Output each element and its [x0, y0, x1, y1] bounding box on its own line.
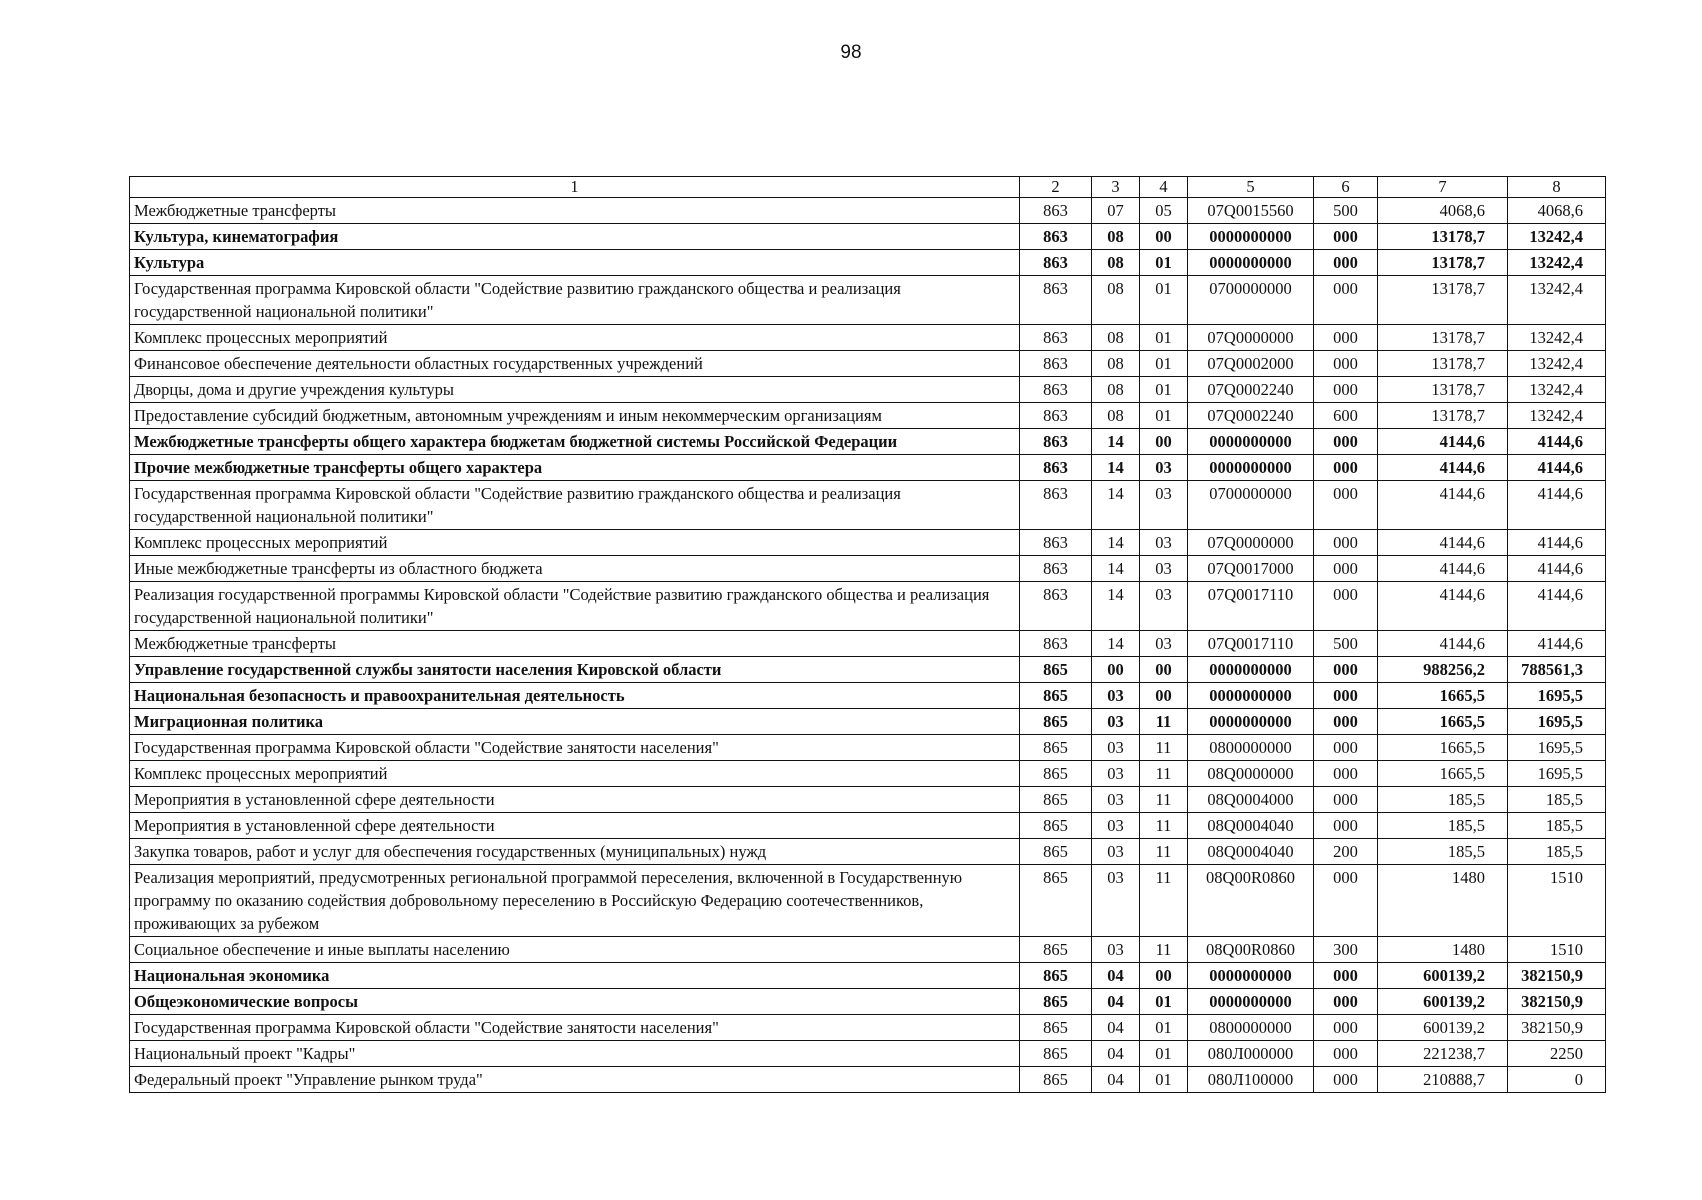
amount-year-1: 4144,6: [1378, 481, 1508, 530]
amount-year-2: 0: [1508, 1067, 1606, 1093]
target-article-code: 08Q00R0860: [1188, 937, 1314, 963]
table-row: [130, 1041, 1606, 1067]
table-row: [130, 761, 1606, 787]
amount-year-2: 13242,4: [1508, 250, 1606, 276]
admin-code: 865: [1020, 657, 1092, 683]
admin-code: 863: [1020, 351, 1092, 377]
target-article-code: 08Q0004040: [1188, 813, 1314, 839]
subsection-code: 03: [1140, 582, 1188, 631]
table-row: [130, 325, 1606, 351]
admin-code: 865: [1020, 761, 1092, 787]
table-row: [130, 429, 1606, 455]
admin-code: 865: [1020, 735, 1092, 761]
section-code: 03: [1092, 761, 1140, 787]
amount-year-2: 4144,6: [1508, 481, 1606, 530]
amount-year-2: 1695,5: [1508, 761, 1606, 787]
amount-year-1: 210888,7: [1378, 1067, 1508, 1093]
admin-code: 865: [1020, 787, 1092, 813]
expense-type-code: 600: [1314, 403, 1378, 429]
amount-year-2: 185,5: [1508, 813, 1606, 839]
expense-type-code: 000: [1314, 813, 1378, 839]
expense-type-code: 000: [1314, 582, 1378, 631]
amount-year-2: 1510: [1508, 865, 1606, 937]
table-row: [130, 250, 1606, 276]
amount-year-1: 600139,2: [1378, 1015, 1508, 1041]
admin-code: 865: [1020, 1041, 1092, 1067]
row-name: Федеральный проект "Управление рынком труда": [130, 1067, 1020, 1093]
amount-year-1: 1665,5: [1378, 709, 1508, 735]
table-row: [130, 198, 1606, 224]
section-code: 04: [1092, 989, 1140, 1015]
target-article-code: 07Q0015560: [1188, 198, 1314, 224]
subsection-code: 00: [1140, 963, 1188, 989]
amount-year-2: 1695,5: [1508, 735, 1606, 761]
section-code: 08: [1092, 403, 1140, 429]
admin-code: 865: [1020, 813, 1092, 839]
amount-year-2: 185,5: [1508, 839, 1606, 865]
subsection-code: 01: [1140, 989, 1188, 1015]
section-code: 03: [1092, 683, 1140, 709]
amount-year-1: 4144,6: [1378, 582, 1508, 631]
amount-year-1: 1665,5: [1378, 735, 1508, 761]
target-article-code: 07Q0017110: [1188, 582, 1314, 631]
amount-year-1: 13178,7: [1378, 325, 1508, 351]
table-row: [130, 865, 1606, 937]
amount-year-2: 13242,4: [1508, 325, 1606, 351]
admin-code: 863: [1020, 325, 1092, 351]
amount-year-1: 185,5: [1378, 813, 1508, 839]
row-name: Культура: [130, 250, 1020, 276]
expense-type-code: 000: [1314, 735, 1378, 761]
subsection-code: 00: [1140, 657, 1188, 683]
row-name: Культура, кинематография: [130, 224, 1020, 250]
section-code: 08: [1092, 377, 1140, 403]
page-number: 98: [840, 42, 862, 63]
section-code: 04: [1092, 1067, 1140, 1093]
section-code: 03: [1092, 787, 1140, 813]
expense-type-code: 000: [1314, 683, 1378, 709]
target-article-code: 0000000000: [1188, 683, 1314, 709]
target-article-code: 08Q0004000: [1188, 787, 1314, 813]
subsection-code: 03: [1140, 455, 1188, 481]
amount-year-2: 13242,4: [1508, 403, 1606, 429]
section-code: 03: [1092, 839, 1140, 865]
table-row: [130, 989, 1606, 1015]
subsection-code: 01: [1140, 1041, 1188, 1067]
amount-year-2: 4144,6: [1508, 429, 1606, 455]
target-article-code: 0800000000: [1188, 1015, 1314, 1041]
table-row: [130, 276, 1606, 325]
target-article-code: 0000000000: [1188, 709, 1314, 735]
amount-year-1: 185,5: [1378, 787, 1508, 813]
table-row: [130, 377, 1606, 403]
section-code: 03: [1092, 937, 1140, 963]
amount-year-1: 1480: [1378, 937, 1508, 963]
table-row: [130, 839, 1606, 865]
row-name: Национальная безопасность и правоохранительная деятельность: [130, 683, 1020, 709]
subsection-code: 03: [1140, 481, 1188, 530]
amount-year-1: 1480: [1378, 865, 1508, 937]
admin-code: 865: [1020, 839, 1092, 865]
target-article-code: 0000000000: [1188, 429, 1314, 455]
admin-code: 865: [1020, 1015, 1092, 1041]
expense-type-code: 200: [1314, 839, 1378, 865]
row-name: Закупка товаров, работ и услуг для обеспечения государственных (муниципальных) нужд: [130, 839, 1020, 865]
subsection-code: 11: [1140, 839, 1188, 865]
target-article-code: 0000000000: [1188, 455, 1314, 481]
target-article-code: 07Q0000000: [1188, 325, 1314, 351]
admin-code: 863: [1020, 530, 1092, 556]
row-name: Межбюджетные трансферты: [130, 631, 1020, 657]
subsection-code: 03: [1140, 530, 1188, 556]
expense-type-code: 000: [1314, 657, 1378, 683]
section-code: 08: [1092, 325, 1140, 351]
amount-year-2: 382150,9: [1508, 989, 1606, 1015]
table-row: [130, 481, 1606, 530]
target-article-code: 0000000000: [1188, 224, 1314, 250]
row-name: Иные межбюджетные трансферты из областного бюджета: [130, 556, 1020, 582]
subsection-code: 00: [1140, 429, 1188, 455]
table-row: [130, 657, 1606, 683]
expense-type-code: 000: [1314, 351, 1378, 377]
subsection-code: 11: [1140, 735, 1188, 761]
expense-type-code: 500: [1314, 631, 1378, 657]
amount-year-2: 4144,6: [1508, 631, 1606, 657]
table-row: [130, 582, 1606, 631]
amount-year-1: 13178,7: [1378, 351, 1508, 377]
row-name: Национальная экономика: [130, 963, 1020, 989]
target-article-code: 0000000000: [1188, 989, 1314, 1015]
table-row: [130, 351, 1606, 377]
expense-type-code: 000: [1314, 1041, 1378, 1067]
amount-year-2: 2250: [1508, 1041, 1606, 1067]
expense-type-code: 000: [1314, 1015, 1378, 1041]
expense-type-code: 000: [1314, 481, 1378, 530]
target-article-code: 080Л000000: [1188, 1041, 1314, 1067]
column-header: 4: [1140, 177, 1188, 198]
subsection-code: 05: [1140, 198, 1188, 224]
admin-code: 865: [1020, 963, 1092, 989]
row-name: Комплекс процессных мероприятий: [130, 325, 1020, 351]
amount-year-2: 185,5: [1508, 787, 1606, 813]
expense-type-code: 000: [1314, 455, 1378, 481]
amount-year-2: 4068,6: [1508, 198, 1606, 224]
target-article-code: 07Q0002000: [1188, 351, 1314, 377]
amount-year-2: 1695,5: [1508, 683, 1606, 709]
amount-year-2: 1695,5: [1508, 709, 1606, 735]
amount-year-2: 382150,9: [1508, 1015, 1606, 1041]
row-name: Государственная программа Кировской области "Содействие занятости населения": [130, 1015, 1020, 1041]
amount-year-1: 4144,6: [1378, 631, 1508, 657]
row-name: Реализация государственной программы Кировской области "Содействие развитию гражданского общества и реализация государственной национальной политики": [130, 582, 1020, 631]
expense-type-code: 000: [1314, 989, 1378, 1015]
amount-year-1: 600139,2: [1378, 963, 1508, 989]
table-row: [130, 1067, 1606, 1093]
expense-type-code: 000: [1314, 276, 1378, 325]
subsection-code: 03: [1140, 631, 1188, 657]
section-code: 14: [1092, 455, 1140, 481]
amount-year-1: 600139,2: [1378, 989, 1508, 1015]
amount-year-2: 788561,3: [1508, 657, 1606, 683]
row-name: Миграционная политика: [130, 709, 1020, 735]
amount-year-2: 1510: [1508, 937, 1606, 963]
row-name: Мероприятия в установленной сфере деятельности: [130, 787, 1020, 813]
target-article-code: 0000000000: [1188, 657, 1314, 683]
target-article-code: 080Л100000: [1188, 1067, 1314, 1093]
section-code: 08: [1092, 250, 1140, 276]
row-name: Прочие межбюджетные трансферты общего характера: [130, 455, 1020, 481]
amount-year-2: 13242,4: [1508, 351, 1606, 377]
subsection-code: 11: [1140, 937, 1188, 963]
row-name: Финансовое обеспечение деятельности областных государственных учреждений: [130, 351, 1020, 377]
column-header: 1: [130, 177, 1020, 198]
budget-table: [129, 176, 1606, 1093]
section-code: 14: [1092, 582, 1140, 631]
section-code: 04: [1092, 1015, 1140, 1041]
row-name: Дворцы, дома и другие учреждения культуры: [130, 377, 1020, 403]
table-row: [130, 709, 1606, 735]
section-code: 03: [1092, 735, 1140, 761]
admin-code: 863: [1020, 556, 1092, 582]
row-name: Национальный проект "Кадры": [130, 1041, 1020, 1067]
target-article-code: 08Q0000000: [1188, 761, 1314, 787]
amount-year-1: 988256,2: [1378, 657, 1508, 683]
amount-year-2: 4144,6: [1508, 455, 1606, 481]
target-article-code: 07Q0002240: [1188, 377, 1314, 403]
expense-type-code: 000: [1314, 963, 1378, 989]
subsection-code: 11: [1140, 865, 1188, 937]
table-row: [130, 683, 1606, 709]
amount-year-2: 13242,4: [1508, 377, 1606, 403]
target-article-code: 07Q0000000: [1188, 530, 1314, 556]
amount-year-1: 13178,7: [1378, 250, 1508, 276]
amount-year-2: 4144,6: [1508, 582, 1606, 631]
section-code: 03: [1092, 813, 1140, 839]
amount-year-1: 221238,7: [1378, 1041, 1508, 1067]
section-code: 14: [1092, 631, 1140, 657]
table-row: [130, 224, 1606, 250]
subsection-code: 01: [1140, 1067, 1188, 1093]
section-code: 08: [1092, 224, 1140, 250]
table-row: [130, 813, 1606, 839]
table-row: [130, 403, 1606, 429]
column-header: 8: [1508, 177, 1606, 198]
expense-type-code: 000: [1314, 325, 1378, 351]
amount-year-1: 4144,6: [1378, 455, 1508, 481]
admin-code: 863: [1020, 455, 1092, 481]
target-article-code: 08Q0004040: [1188, 839, 1314, 865]
target-article-code: 0000000000: [1188, 963, 1314, 989]
amount-year-1: 13178,7: [1378, 276, 1508, 325]
table-row: [130, 455, 1606, 481]
admin-code: 863: [1020, 276, 1092, 325]
amount-year-2: 13242,4: [1508, 224, 1606, 250]
amount-year-1: 185,5: [1378, 839, 1508, 865]
table-row: [130, 963, 1606, 989]
admin-code: 863: [1020, 224, 1092, 250]
section-code: 08: [1092, 351, 1140, 377]
section-code: 03: [1092, 709, 1140, 735]
admin-code: 865: [1020, 865, 1092, 937]
target-article-code: 0000000000: [1188, 250, 1314, 276]
subsection-code: 11: [1140, 761, 1188, 787]
expense-type-code: 000: [1314, 761, 1378, 787]
admin-code: 863: [1020, 403, 1092, 429]
admin-code: 863: [1020, 481, 1092, 530]
row-name: Предоставление субсидий бюджетным, автономным учреждениям и иным некоммерческим организациям: [130, 403, 1020, 429]
section-code: 03: [1092, 865, 1140, 937]
target-article-code: 0700000000: [1188, 481, 1314, 530]
subsection-code: 00: [1140, 224, 1188, 250]
row-name: Комплекс процессных мероприятий: [130, 530, 1020, 556]
subsection-code: 00: [1140, 683, 1188, 709]
expense-type-code: 000: [1314, 224, 1378, 250]
amount-year-2: 13242,4: [1508, 276, 1606, 325]
column-header: 5: [1188, 177, 1314, 198]
expense-type-code: 000: [1314, 377, 1378, 403]
table-row: [130, 937, 1606, 963]
admin-code: 863: [1020, 198, 1092, 224]
section-code: 07: [1092, 198, 1140, 224]
amount-year-1: 13178,7: [1378, 224, 1508, 250]
row-name: Межбюджетные трансферты общего характера бюджетам бюджетной системы Российской Федерации: [130, 429, 1020, 455]
table-row: [130, 631, 1606, 657]
expense-type-code: 000: [1314, 865, 1378, 937]
section-code: 14: [1092, 530, 1140, 556]
section-code: 14: [1092, 556, 1140, 582]
admin-code: 863: [1020, 429, 1092, 455]
amount-year-1: 1665,5: [1378, 683, 1508, 709]
row-name: Мероприятия в установленной сфере деятельности: [130, 813, 1020, 839]
table-row: [130, 1015, 1606, 1041]
expense-type-code: 000: [1314, 1067, 1378, 1093]
subsection-code: 01: [1140, 377, 1188, 403]
table-row: [130, 530, 1606, 556]
admin-code: 865: [1020, 937, 1092, 963]
amount-year-1: 4144,6: [1378, 556, 1508, 582]
row-name: Социальное обеспечение и иные выплаты населению: [130, 937, 1020, 963]
expense-type-code: 500: [1314, 198, 1378, 224]
subsection-code: 01: [1140, 351, 1188, 377]
table-row: [130, 556, 1606, 582]
target-article-code: 0800000000: [1188, 735, 1314, 761]
admin-code: 865: [1020, 1067, 1092, 1093]
amount-year-2: 382150,9: [1508, 963, 1606, 989]
amount-year-2: 4144,6: [1508, 530, 1606, 556]
amount-year-1: 4144,6: [1378, 530, 1508, 556]
subsection-code: 11: [1140, 709, 1188, 735]
amount-year-2: 4144,6: [1508, 556, 1606, 582]
section-code: 00: [1092, 657, 1140, 683]
admin-code: 865: [1020, 709, 1092, 735]
target-article-code: 07Q0002240: [1188, 403, 1314, 429]
admin-code: 863: [1020, 377, 1092, 403]
subsection-code: 11: [1140, 787, 1188, 813]
row-name: Государственная программа Кировской области "Содействие занятости населения": [130, 735, 1020, 761]
admin-code: 865: [1020, 989, 1092, 1015]
column-header: 2: [1020, 177, 1092, 198]
table-body: [130, 198, 1606, 1093]
expense-type-code: 300: [1314, 937, 1378, 963]
row-name: Государственная программа Кировской области "Содействие развитию гражданского общества и реализация государственной национальной политики": [130, 276, 1020, 325]
subsection-code: 01: [1140, 403, 1188, 429]
amount-year-1: 13178,7: [1378, 403, 1508, 429]
section-code: 14: [1092, 429, 1140, 455]
table-row: [130, 787, 1606, 813]
admin-code: 863: [1020, 582, 1092, 631]
section-code: 04: [1092, 963, 1140, 989]
row-name: Реализация мероприятий, предусмотренных региональной программой переселения, включенной в Государственную программу по оказанию содействия добровольному переселению в Российскую Федерацию соотечественников, проживающих за рубежом: [130, 865, 1020, 937]
admin-code: 863: [1020, 250, 1092, 276]
amount-year-1: 13178,7: [1378, 377, 1508, 403]
table-row: [130, 735, 1606, 761]
admin-code: 865: [1020, 683, 1092, 709]
header-row: [130, 177, 1606, 198]
amount-year-1: 4068,6: [1378, 198, 1508, 224]
section-code: 08: [1092, 276, 1140, 325]
column-header: 7: [1378, 177, 1508, 198]
subsection-code: 01: [1140, 1015, 1188, 1041]
row-name: Комплекс процессных мероприятий: [130, 761, 1020, 787]
row-name: Государственная программа Кировской области "Содействие развитию гражданского общества и реализация государственной национальной политики": [130, 481, 1020, 530]
amount-year-1: 4144,6: [1378, 429, 1508, 455]
subsection-code: 03: [1140, 556, 1188, 582]
admin-code: 863: [1020, 631, 1092, 657]
expense-type-code: 000: [1314, 250, 1378, 276]
subsection-code: 01: [1140, 325, 1188, 351]
expense-type-code: 000: [1314, 787, 1378, 813]
target-article-code: 08Q00R0860: [1188, 865, 1314, 937]
amount-year-1: 1665,5: [1378, 761, 1508, 787]
column-header: 3: [1092, 177, 1140, 198]
section-code: 14: [1092, 481, 1140, 530]
subsection-code: 01: [1140, 276, 1188, 325]
expense-type-code: 000: [1314, 709, 1378, 735]
section-code: 04: [1092, 1041, 1140, 1067]
expense-type-code: 000: [1314, 530, 1378, 556]
expense-type-code: 000: [1314, 429, 1378, 455]
column-header: 6: [1314, 177, 1378, 198]
target-article-code: 07Q0017000: [1188, 556, 1314, 582]
target-article-code: 07Q0017110: [1188, 631, 1314, 657]
expense-type-code: 000: [1314, 556, 1378, 582]
row-name: Управление государственной службы занятости населения Кировской области: [130, 657, 1020, 683]
target-article-code: 0700000000: [1188, 276, 1314, 325]
row-name: Общеэкономические вопросы: [130, 989, 1020, 1015]
row-name: Межбюджетные трансферты: [130, 198, 1020, 224]
subsection-code: 11: [1140, 813, 1188, 839]
subsection-code: 01: [1140, 250, 1188, 276]
